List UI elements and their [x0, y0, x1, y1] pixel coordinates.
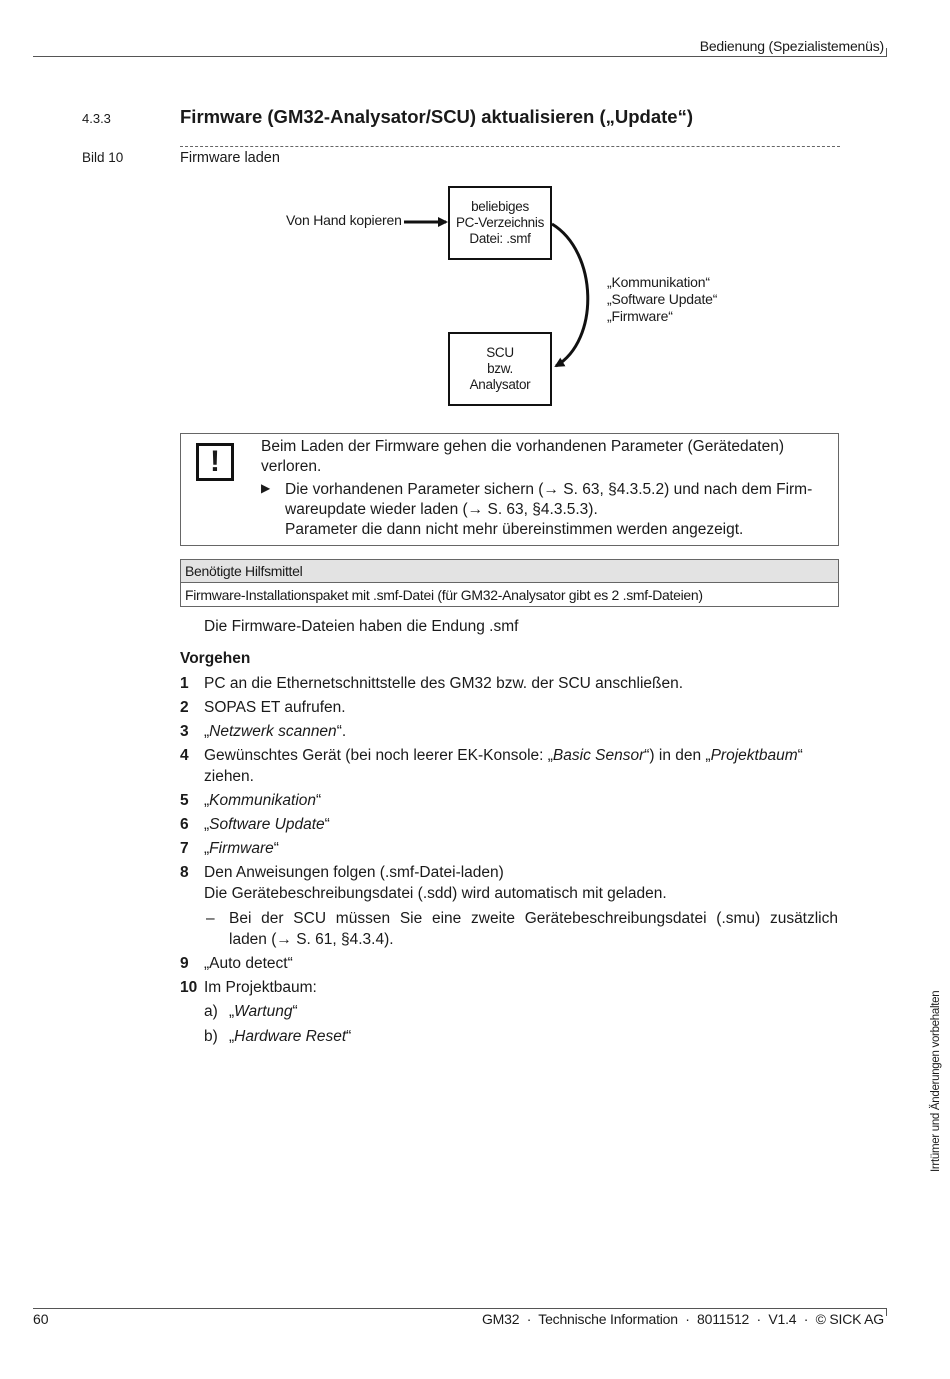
step-number: 2 — [180, 699, 189, 716]
sub-step-label: b) — [204, 1028, 218, 1045]
sub-dash: – — [206, 910, 215, 927]
menu-path-label — [607, 274, 717, 325]
sub-step-label: a) — [204, 1003, 218, 1020]
section-number: 4.3.3 — [82, 111, 111, 126]
running-header: Bedienung (Spezialistemenüs) — [699, 38, 884, 54]
note-bullet-line: Parameter die dann nicht mehr übereinstimmen werden angezeigt. — [285, 521, 744, 538]
step-text: SOPAS ET aufrufen. — [204, 699, 346, 716]
figure-label: Bild 10 — [82, 150, 124, 165]
footer-rule-tick — [886, 1308, 887, 1316]
tools-table-row: Firmware-Installationspaket mit .smf-Datei (für GM32-Analysator gibt es 2 .smf-Dateien) — [185, 586, 703, 603]
target-box-line: bzw. — [487, 361, 513, 376]
step-number: 8 — [180, 864, 189, 881]
step-number: 4 — [180, 747, 189, 764]
step-number: 5 — [180, 792, 189, 809]
update-curve-arrow — [552, 224, 588, 366]
step-number: 3 — [180, 723, 189, 740]
step-text: Gewünschtes Gerät (bei noch leerer EK-Konsole: „Basic Sensor“) in den „Projektbaum“ ziehen. — [204, 747, 803, 785]
step-number: 7 — [180, 840, 189, 857]
section-title: Firmware (GM32-Analysator/SCU) aktualisieren („Update“) — [180, 106, 693, 127]
target-device-box — [448, 332, 552, 406]
tools-table-header: Benötigte Hilfsmittel — [181, 560, 838, 583]
note-bullet — [285, 480, 835, 540]
note-line: verloren. — [261, 458, 322, 475]
tools-table — [180, 559, 839, 607]
source-box-line: PC-Verzeichnis — [455, 215, 545, 230]
procedure-heading: Vorgehen — [180, 650, 251, 667]
step-number: 10 — [180, 979, 198, 996]
source-box-line: Datei: .smf — [469, 231, 531, 246]
menu-path-line: „Kommunikation“ — [607, 274, 710, 290]
sub-step-text: Bei der SCU müssen Sie eine zweite Gerätebeschreibungsdatei (.smu) zusätzlich laden (→ S. 61, §4.3.4). — [229, 910, 838, 948]
menu-path-line: „Software Update“ — [607, 291, 718, 307]
bullet-triangle-icon: ▶ — [261, 481, 271, 495]
step-text: Den Anweisungen folgen (.smf-Datei-laden) Die Gerätebeschreibungsdatei (.sdd) wird automatisch mit geladen. — [204, 864, 667, 902]
step-number: 6 — [180, 816, 189, 833]
footer-doc-info: GM32 · Technische Information · 8011512 · V1.4 · © SICK AG — [481, 1311, 884, 1327]
sub-step-text: „Hardware Reset“ — [229, 1028, 352, 1045]
step-number: 1 — [180, 675, 189, 692]
step-text: „Auto detect“ — [204, 955, 293, 972]
step-text: PC an die Ethernetschnittstelle des GM32 bzw. der SCU anschließen. — [204, 675, 684, 692]
target-box-line: SCU — [486, 345, 514, 360]
note-text — [261, 437, 831, 477]
source-box-line: beliebiges — [471, 199, 529, 214]
step-text: Im Projektbaum: — [204, 979, 317, 996]
figure-caption: Firmware laden — [180, 150, 280, 166]
note-line: Beim Laden der Firmware gehen die vorhandenen Parameter (Gerätedaten) — [261, 438, 784, 455]
menu-path-line: „Firmware“ — [607, 308, 673, 324]
page-number: 60 — [33, 1311, 49, 1327]
step-number: 9 — [180, 955, 189, 972]
exclamation-icon: ! — [196, 443, 234, 481]
note-bullet-line: Die vorhandenen Parameter sichern (→ S. 63, §4.3.5.2) und nach dem Firm- — [285, 481, 813, 498]
step-text: „Software Update“ — [204, 816, 330, 833]
intro-text: Die Firmware-Dateien haben die Endung .smf — [204, 618, 519, 635]
manual-copy-label: Von Hand kopieren — [286, 212, 402, 228]
step-text: „Netzwerk scannen“. — [204, 723, 347, 740]
sub-step-text: „Wartung“ — [229, 1003, 298, 1020]
note-bullet-line: wareupdate wieder laden (→ S. 63, §4.3.5.3). — [285, 501, 598, 518]
step-text: „Kommunikation“ — [204, 792, 322, 809]
target-box-line: Analysator — [469, 377, 531, 392]
footer-rule — [33, 1308, 887, 1309]
source-directory-box — [448, 186, 552, 260]
step-text: „Firmware“ — [204, 840, 279, 857]
side-disclaimer: Irrtümer und Änderungen vorbehalten — [930, 990, 942, 1172]
